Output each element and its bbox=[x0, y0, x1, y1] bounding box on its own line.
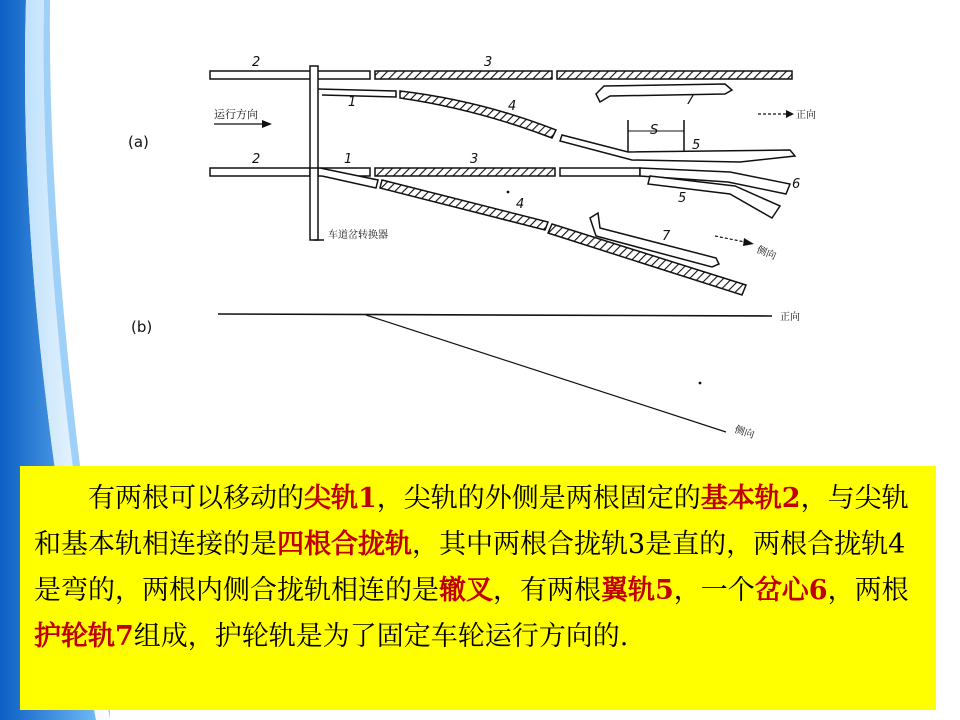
closure-rail-top-right bbox=[557, 71, 792, 79]
label-7-top: 7 bbox=[686, 93, 695, 108]
label-4-top: 4 bbox=[508, 99, 517, 114]
closure-rail-top-left bbox=[375, 71, 552, 79]
highlight-frog: 辙叉 bbox=[439, 575, 493, 606]
label-3-top: 3 bbox=[484, 55, 493, 70]
label-4-bottom: 4 bbox=[516, 197, 525, 212]
wing-rail-top bbox=[560, 135, 795, 162]
label-6: 6 bbox=[792, 177, 801, 192]
diverging-direction-label-a: 侧向 bbox=[754, 244, 778, 263]
explanation-box bbox=[20, 466, 936, 710]
stock-rail-top bbox=[210, 71, 370, 79]
text-segment: ，尖轨的外侧是两根固定的 bbox=[376, 483, 701, 514]
highlight-guard-rail: 护轮轨7 bbox=[34, 621, 134, 652]
guard-rail-top bbox=[596, 84, 732, 102]
diverging-direction-label-b: 侧向 bbox=[733, 424, 756, 442]
panel-a-label: (a) bbox=[128, 133, 149, 151]
label-1-middle: 1 bbox=[344, 152, 353, 167]
highlight-frog-point: 岔心6 bbox=[754, 575, 828, 606]
text-segment: ，与尖轨和基本轨相连接的是 bbox=[34, 483, 909, 560]
text-segment: 组成，护轮轨是为了固定车轮运行方向的. bbox=[133, 621, 629, 652]
highlight-closure-rails: 四根合拢轨 bbox=[277, 529, 412, 560]
switch-machine-label: 车道岔转换器 bbox=[328, 230, 388, 241]
highlight-stock-rail: 基本轨2 bbox=[700, 483, 801, 514]
label-1-top: 1 bbox=[348, 95, 357, 110]
direction-of-travel-label: 运行方向 bbox=[214, 108, 258, 121]
label-5-top: 5 bbox=[692, 138, 701, 153]
straight-route-line bbox=[218, 314, 772, 316]
switch-rod-top bbox=[310, 66, 318, 176]
label-3-middle: 3 bbox=[470, 152, 479, 167]
highlight-switch-rail: 尖轨1 bbox=[304, 483, 377, 514]
switch-rod-bottom bbox=[310, 168, 318, 240]
closure-rail-middle bbox=[375, 168, 555, 176]
highlight-wing-rail: 翼轨5 bbox=[601, 575, 674, 606]
panel-b bbox=[218, 191, 772, 432]
explanation-text bbox=[34, 476, 918, 660]
label-7-bottom: 7 bbox=[662, 229, 671, 244]
straight-rail-middle-right bbox=[560, 168, 640, 176]
panel-a bbox=[210, 66, 795, 295]
text-segment: 有两根可以移动的 bbox=[88, 483, 304, 514]
text-segment: ，有两根 bbox=[493, 575, 601, 606]
straight-direction-label-b: 正向 bbox=[780, 312, 800, 323]
text-segment: ，一个 bbox=[673, 575, 755, 606]
label-5-bottom: 5 bbox=[678, 191, 687, 206]
text-segment: ，两根 bbox=[827, 575, 909, 606]
switch-rail-top bbox=[318, 89, 396, 97]
label-2-middle: 2 bbox=[252, 152, 261, 167]
curved-closure-rail-top bbox=[400, 91, 556, 138]
label-s: S bbox=[650, 123, 659, 138]
panel-b-label: (b) bbox=[131, 318, 153, 336]
straight-direction-label-a: 正向 bbox=[796, 110, 816, 121]
diverging-route-line bbox=[366, 315, 726, 432]
text-segment: ，其中两根合拢轨3是直的，两根合拢轨4是弯的，两根内侧合拢轨相连的是 bbox=[34, 529, 906, 606]
label-2-top: 2 bbox=[252, 55, 261, 70]
